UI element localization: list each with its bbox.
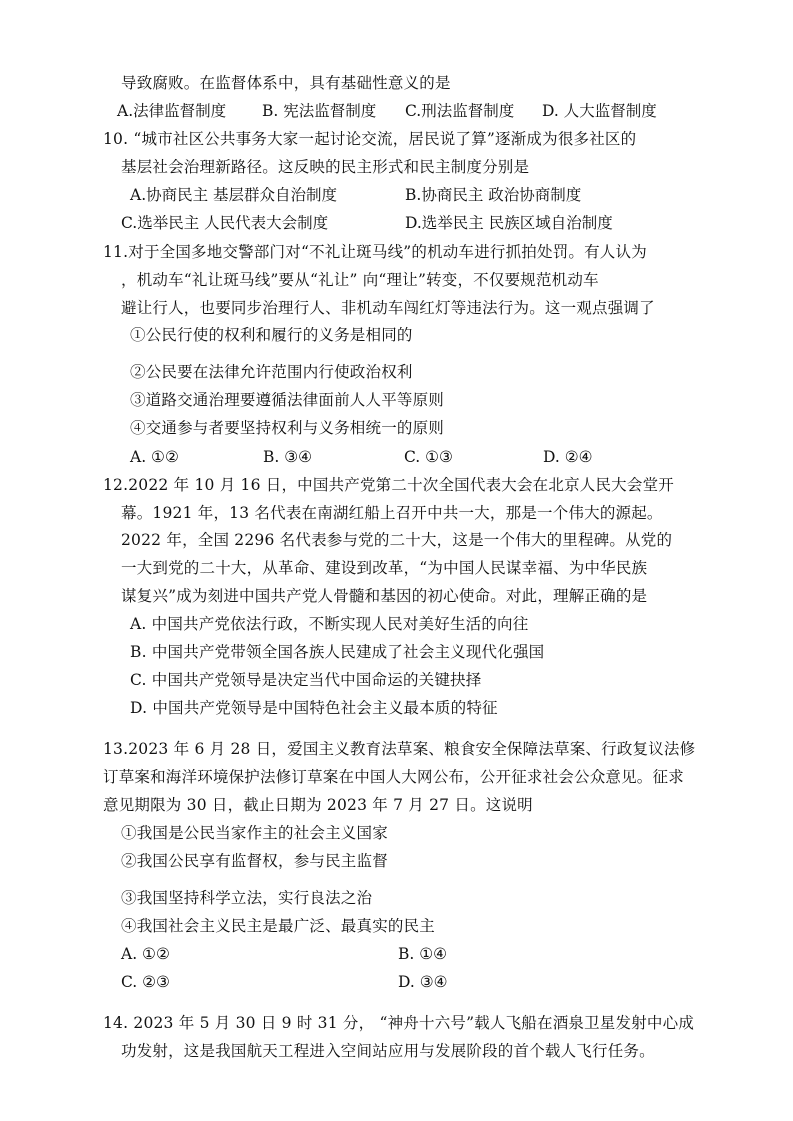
q12-option-c: C. 中国共产党领导是决定当代中国命运的关键抉择 bbox=[130, 671, 482, 689]
q13-item-3: ③我国坚持科学立法，实行良法之治 bbox=[121, 889, 373, 907]
q11-stem-line1: 11.对于全国多地交警部门对“不礼让斑马线”的机动车进行抓拍处罚。有人认为 bbox=[103, 243, 647, 261]
q13-item-1: ①我国是公民当家作主的社会主义国家 bbox=[121, 824, 388, 842]
q13-option-d: D. ③④ bbox=[398, 973, 448, 991]
q12-stem-line3: 2022 年，全国 2296 名代表参与党的二十大，这是一个伟大的里程碑。从党的 bbox=[121, 531, 673, 549]
q12-stem-line2: 幕。1921 年，13 名代表在南湖红船上召开中共一大，那是一个伟大的源起。 bbox=[121, 504, 663, 522]
q10-option-c: C.选举民主 人民代表大会制度 bbox=[121, 214, 329, 232]
q10-stem-line2: 基层社会治理新路径。这反映的民主形式和民主制度分别是 bbox=[121, 158, 530, 176]
q11-item-4: ④交通参与者要坚持权利与义务相统一的原则 bbox=[130, 419, 445, 437]
q12-stem-line5: 谋复兴”成为刻进中国共产党人骨髓和基因的初心使命。对此，理解正确的是 bbox=[121, 587, 648, 605]
q13-item-2: ②我国公民享有监督权，参与民主监督 bbox=[121, 852, 388, 870]
q9-option-d: D. 人大监督制度 bbox=[542, 102, 657, 120]
q11-item-2: ②公民要在法律允许范围内行使政治权利 bbox=[130, 363, 413, 381]
q11-option-d: D. ②④ bbox=[543, 448, 593, 466]
q11-stem-line2: ，机动车“礼让斑马线”要从“礼让” 向“理让”转变，不仅要规范机动车 bbox=[121, 271, 599, 289]
q13-option-a: A. ①② bbox=[121, 945, 170, 963]
q13-stem-line3: 意见期限为 30 日，截止日期为 2023 年 7 月 27 日。这说明 bbox=[103, 796, 533, 814]
q11-option-b: B. ③④ bbox=[263, 448, 313, 466]
q10-option-a: A.协商民主 基层群众自治制度 bbox=[130, 186, 338, 204]
q9-option-c: C.刑法监督制度 bbox=[405, 102, 515, 120]
q12-stem-line1: 12.2022 年 10 月 16 日，中国共产党第二十次全国代表大会在北京人民大会堂开 bbox=[103, 476, 674, 494]
q13-option-c: C. ②③ bbox=[121, 973, 170, 991]
q10-stem-line1: 10. “城市社区公共事务大家一起讨论交流，居民说了算”逐渐成为很多社区的 bbox=[103, 130, 637, 148]
q11-option-a: A. ①② bbox=[130, 448, 179, 466]
q13-stem-line1: 13.2023 年 6 月 28 日，爱国主义教育法草案、粮食安全保障法草案、行政复议法修 bbox=[103, 740, 696, 758]
q9-option-b: B. 宪法监督制度 bbox=[262, 102, 377, 120]
q13-item-4: ④我国社会主义民主是最广泛、最真实的民主 bbox=[121, 917, 436, 935]
q12-option-a: A. 中国共产党依法行政，不断实现人民对美好生活的向往 bbox=[130, 615, 529, 633]
q12-option-d: D. 中国共产党领导是中国特色社会主义最本质的特征 bbox=[130, 699, 498, 717]
q9-option-a: A.法律监督制度 bbox=[117, 102, 227, 120]
q10-option-d: D.选举民主 民族区域自治制度 bbox=[405, 214, 613, 232]
q12-stem-line4: 一大到党的二十大，从革命、建设到改革，“为中国人民谋幸福、为中华民族 bbox=[121, 559, 648, 577]
q13-stem-line2: 订草案和海洋环境保护法修订草案在中国人大网公布，公开征求社会公众意见。征求 bbox=[103, 768, 684, 786]
q9-continuation: 导致腐败。在监督体系中，具有基础性意义的是 bbox=[121, 74, 451, 92]
q12-option-b: B. 中国共产党带领全国各族人民建成了社会主义现代化强国 bbox=[130, 643, 545, 661]
q10-option-b: B.协商民主 政治协商制度 bbox=[405, 186, 582, 204]
q11-stem-line3: 避让行人，也要同步治理行人、非机动车闯红灯等违法行为。这一观点强调了 bbox=[121, 299, 655, 317]
q11-item-3: ③道路交通治理要遵循法律面前人人平等原则 bbox=[130, 391, 445, 409]
q11-option-c: C. ①③ bbox=[404, 448, 453, 466]
q14-stem-line2: 功发射，这是我国航天工程进入空间站应用与发展阶段的首个载人飞行任务。 bbox=[121, 1042, 655, 1060]
q14-stem-line1: 14. 2023 年 5 月 30 日 9 时 31 分， “神舟十六号”载人飞船在酒泉卫星发射中心成 bbox=[103, 1014, 695, 1032]
q13-option-b: B. ①④ bbox=[398, 945, 448, 963]
q11-item-1: ①公民行使的权利和履行的义务是相同的 bbox=[130, 326, 413, 344]
